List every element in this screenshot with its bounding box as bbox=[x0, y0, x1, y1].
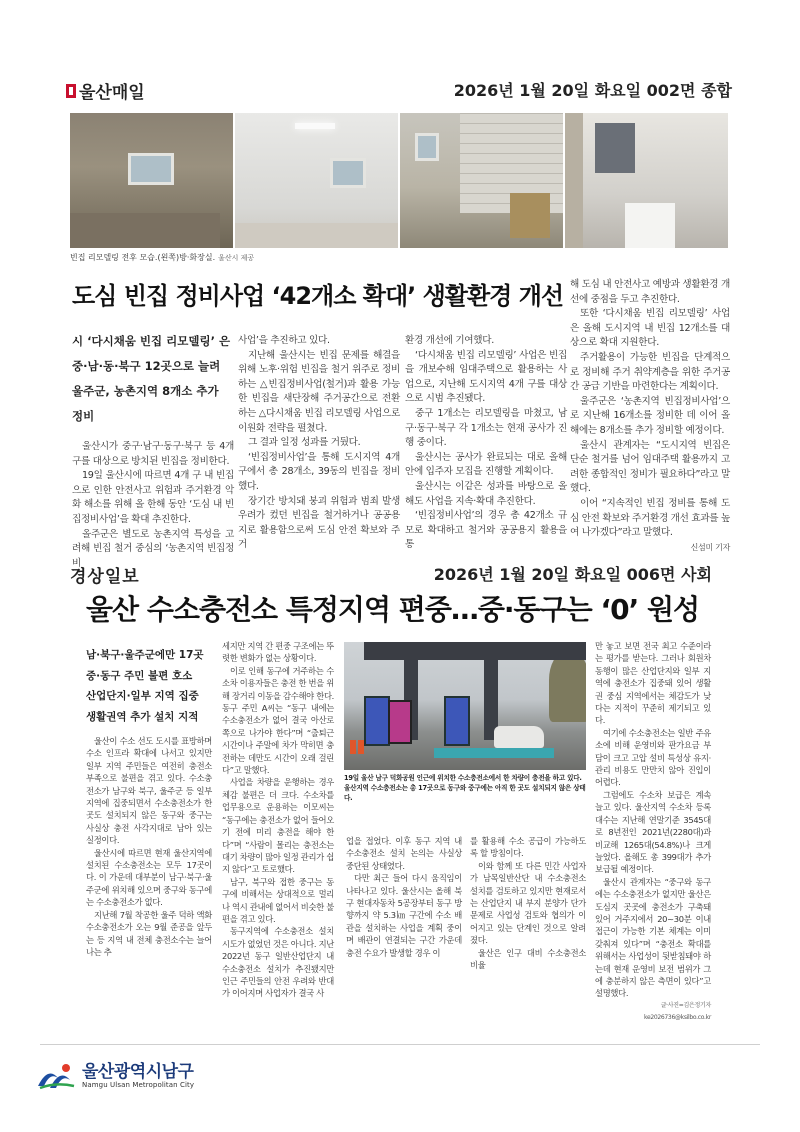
paragraph: 주거활용이 가능한 빈집을 단계적으로 정비해 주거 취약계층을 위한 주거공간 공급 기반을 마련한다는 계획이다. bbox=[570, 351, 730, 393]
namgu-emblem-icon bbox=[36, 1060, 76, 1092]
paragraph: 를 활용해 수소 공급이 가능하도록 할 방침이다. bbox=[470, 836, 586, 859]
paragraph: 업을 접었다. 이후 동구 지역 내 수소충전소 설치 논의는 사실상 중단된 상태였다. bbox=[346, 836, 462, 871]
paragraph: 해 도심 내 안전사고 예방과 생활환경 개선에 중점을 두고 추진한다. bbox=[570, 279, 730, 305]
after-room-photo bbox=[235, 113, 398, 248]
subheadline: 중·남·동·북구 12곳으로 늘려 bbox=[72, 359, 221, 373]
paragraph: 사업을 차량을 운행하는 경우 체감 불편은 더 크다. 수소차를 업무용으로 운용하는 이모씨는 “동구에는 충전소가 없어 들어오기 전에 미리 충전을 해야 한다”며 “사람이 몰리는 충전소는 대기 차량이 많아 일정 관리가 쉽지 않다”고 토로했다. bbox=[222, 777, 334, 875]
publication-name: 울산매일 bbox=[79, 83, 145, 103]
paragraph: 만 놓고 보면 전국 최고 수준이라는 평가를 받는다. 그러나 회원차 동행이 많은 산업단지와 일부 지역에 충전소가 집중돼 있어 생활권 중심 지역에서는 체감도가 낮다는 지적이 꾸준히 제기되고 있다. bbox=[595, 641, 711, 726]
footer-org-name: 울산광역시남구 bbox=[82, 1062, 194, 1082]
article1-photo-caption bbox=[70, 252, 254, 263]
paragraph: 울산시 관계자는 “도시지역 빈집은 단순 철거를 넘어 임대주택 활용까지 고려한 종합적인 정비가 필요하다”라고 말했다. bbox=[570, 439, 730, 495]
article1-column-3 bbox=[405, 334, 567, 553]
paragraph: 그럼에도 수소차 보급은 계속 늘고 있다. 울산지역 수소차 등록 대수는 지난해 연말기준 3545대로 8년전인 2021년(2280대)과 비교해 1265대(54.8%)나 크게 늘었다. 올해도 총 399대가 추가 보급될 예정이다. bbox=[595, 789, 711, 875]
after-bathroom-photo bbox=[565, 113, 728, 248]
before-room-photo bbox=[70, 113, 233, 248]
paragraph: 올주군은 별도로 농촌지역 특성을 고려해 빈집 철거 중심의 ‘농촌지역 빈집정비 bbox=[72, 528, 234, 569]
subheadline: 울주군, 농촌지역 8개소 추가 정비 bbox=[72, 384, 219, 423]
paragraph: ‘다시채움 빈집 리모델링’ 사업은 빈집을 개보수해 임대주택으로 활용하는 사업으로, 지난해 도시지역 4개 구를 대상으로 시범 추진됐다. bbox=[405, 349, 567, 405]
paragraph: 울산시에 따르면 현재 울산지역에 설치된 수소충전소는 모두 17곳이다. 이 가운데 대부분이 남구·북구·울주군에 위치해 있으며 중구와 동구에는 수소충전소가 없다. bbox=[86, 847, 212, 908]
article1-headline: 도심 빈집 정비사업 ‘42개소 확대’ 생활환경 개선 bbox=[72, 282, 564, 310]
subheadline: 생활권역 추가 설치 지적 bbox=[86, 710, 199, 723]
paragraph: 남구, 북구와 접한 중구는 동구에 비해서는 상대적으로 멀리나 역시 관내에 없어서 비슷한 불편을 겪고 있다. bbox=[222, 876, 334, 924]
subheadline: 시 ‘다시채움 빈집 리모델링’ 은 bbox=[72, 334, 231, 348]
subheadline: 중·동구 주민 불편 호소 bbox=[86, 669, 193, 682]
paragraph: 이어 “지속적인 빈집 정비를 통해 도심 안전 확보와 주거환경 개선 효과를 높여 나가겠다”라고 말했다. bbox=[570, 497, 730, 539]
paragraph: 울산시가 중구·남구·동구·북구 등 4개 구를 대상으로 방치된 빈집을 정비한다. bbox=[72, 441, 234, 467]
paragraph: 이와 함께 또 다른 민간 사업자가 남목일반산단 내 수소충전소 설치를 검토하고 있지만 현재로서는 산업단지 내 부지 분양가 단가 문제로 사업성 검토와 협의가 이어지고 있는 단계인 것으로 알려졌다. bbox=[470, 860, 586, 946]
article1-photo-strip bbox=[70, 113, 728, 248]
article2-headline: 울산 수소충전소 특정지역 편중…중·동구는 ‘0’ 원성 bbox=[86, 593, 700, 626]
article2-column-5 bbox=[595, 640, 711, 1025]
before-bathroom-photo bbox=[400, 113, 563, 248]
paragraph: ‘빈집정비사업’을 통해 도시지역 4개 구에서 총 28개소, 39동의 빈집을 정비했다. bbox=[238, 451, 400, 492]
photo-credit: 울산시 제공 bbox=[218, 254, 255, 262]
ulsanmaeil-logo-icon bbox=[66, 84, 76, 98]
article1-date-line: 2026년 1월 20일 화요일 002면 종합 bbox=[453, 81, 732, 100]
article2-column-4 bbox=[470, 835, 586, 971]
paragraph: 중구 1개소는 리모델링을 마쳤고, 남구·동구·북구 각 1개소는 현재 공사가 진행 중이다. bbox=[405, 407, 567, 449]
publication-name-gyeongsang: 경상일보 bbox=[70, 567, 140, 587]
footer-org-english: Namgu Ulsan Metropolitan City bbox=[82, 1081, 195, 1089]
paragraph: 또한 ‘다시채움 빈집 리모델링’ 사업은 올해 도시지역 내 빈집 12개소를 대상으로 확대 지원한다. bbox=[570, 308, 730, 349]
paragraph: 울산시 관계자는 “중구와 동구에는 수소충전소가 없지만 울산은 도심지 곳곳에 충전소가 구축돼 있어 거주지에서 20~30분 이내 접근이 가능한 기본 체계는 이미 갖춰져 있다”며 “충전소 확대를 위해서는 사업성이 뒷받침돼야 하는데 현재 운영비 보전 범위가 그에 충분하지 않은 측면이 있다”고 설명했다. bbox=[595, 876, 711, 999]
article1-column-1 bbox=[72, 440, 234, 571]
hydrogen-station-photo bbox=[344, 642, 586, 770]
paragraph: 울산이 수소 선도 도시를 표방하며 수소 인프라 확대에 나서고 있지만 일부 지역 주민들은 여전히 충전소 부족으로 불편을 겪고 있다. 수소충전소가 남구와 북구, 울주군 등 일부 지역에 집중되면서 수소충전소가 한 곳도 설치되지 않은 동구와 중구는 사실상 충전 사각지대로 남아 있는 실정이다. bbox=[86, 736, 212, 846]
paragraph: 장기간 방치돼 붕괴 위험과 범죄 발생 우려가 컸던 빈집을 철거하거나 공공용지로 활용함으로써 도심 안전 확보와 주거 bbox=[238, 495, 400, 551]
article2-date-line: 2026년 1월 20일 화요일 006면 사회 bbox=[433, 565, 712, 584]
subheadline: 남·북구·울주군에만 17곳 bbox=[86, 649, 204, 661]
article2-column-3 bbox=[346, 835, 462, 959]
paragraph: 이로 인해 동구에 거주하는 수소차 이용자들은 충전 한 번을 위해 장거리 이동을 감수해야 한다. 동구 주민 A씨는 “동구 내에는 수소충전소가 없어 결국 아산로 쪽으로 나가야 한다”며 “출퇴근 시간이나 주말에 차가 막히면 충전하는 데만도 시간이 오래 걸린다”고 말했다. bbox=[222, 665, 334, 776]
paragraph: 세지만 지역 간 편중 구조에는 뚜렷한 변화가 없는 상황이다. bbox=[222, 641, 334, 664]
article2-photo-caption: 19일 울산 남구 덕화공원 인근에 위치한 수소충전소에서 한 차량이 충전을 하고 있다. 울산지역 수소충전소는 총 17곳으로 동구와 중구에는 아직 한 곳도 설치되지 않은 상태다. bbox=[344, 774, 586, 802]
paragraph: 울주군은 ‘농촌지역 빈집정비사업’으로 지난해 16개소를 정비한 데 이어 올해에는 8개소를 추가 정비할 예정이다. bbox=[570, 395, 730, 436]
article2-column-1 bbox=[86, 735, 212, 958]
article2-reporter-email: 글·사진=김은정기자 ke2026736@ksilbo.co.kr bbox=[643, 1001, 711, 1022]
article2-subheadlines bbox=[86, 645, 216, 727]
paragraph: 그 결과 일정 성과를 거뒀다. bbox=[248, 437, 361, 449]
paragraph: 지난해 7월 착공한 울주 덕하 액화수소충전소가 오는 9월 준공을 앞두는 등 지역 내 전체 충전소수는 늘어나는 추 bbox=[86, 909, 212, 957]
paragraph: ‘빈집정비사업’의 경우 총 42개소 규모로 확대하고 철거와 공공용지 활용을 통 bbox=[405, 510, 567, 551]
article1-byline: 신섬미 기자 bbox=[690, 542, 730, 552]
paragraph: 울산은 인구 대비 수소충전소 비율 bbox=[470, 947, 586, 971]
paragraph: 울산시는 공사가 완료되는 대로 올해 안에 입주자 모집을 진행할 계획이다. bbox=[405, 451, 567, 478]
footer-divider bbox=[40, 1044, 760, 1045]
photo-caption-text: 빈집 리모델링 전후 모습.(왼쪽)방·화장실. bbox=[70, 253, 216, 262]
paragraph: 19일 울산시에 따르면 4개 구 내 빈집으로 인한 안전사고 위험과 주거환경 악화 해소를 위해 올 한해 동안 ‘도심 내 빈집정비사업’을 확대 추진한다. bbox=[72, 470, 234, 525]
paragraph: 동구지역에 수소충전소 설치 시도가 없었던 것은 아니다. 지난 2022년 동구 일반산업단지 내 수소충전소 설치가 추진됐지만 인근 주민들의 안전 우려와 반대가 이어지며 사업자가 결국 사 bbox=[222, 926, 334, 999]
paragraph: 환경 개선에 기여했다. bbox=[405, 335, 494, 346]
paragraph: 사업’을 추진하고 있다. bbox=[238, 335, 330, 346]
article2-column-2 bbox=[222, 640, 334, 1000]
paragraph: 울산시는 이같은 성과를 바탕으로 올해도 사업을 지속·확대 추진한다. bbox=[405, 480, 567, 507]
paragraph: 여기에 수소충전소는 일반 주유소에 비해 운영비와 판가요금 부담이 크고 고압 설비 특성상 유지·관리 비용도 만만치 않아 진입이 어렵다. bbox=[595, 727, 711, 788]
namgu-footer-logo bbox=[36, 1060, 194, 1092]
publication-logo-ulsanmaeil bbox=[66, 78, 145, 103]
article1-column-2 bbox=[238, 334, 400, 553]
paragraph: 지난해 울산시는 빈집 문제를 해결을 위해 노후·위험 빈집을 철거 위주로 정비하는 △빈집정비사업(철거)과 활용 가능한 빈집을 새단장해 주거공간으로 전환하는 △다시채움 빈집 리모델링 사업으로 이원화 전략을 펼쳤다. bbox=[238, 349, 400, 434]
subheadline: 산업단지·일부 지역 집중 bbox=[86, 690, 199, 702]
paragraph: 다만 최근 들어 다시 움직임이 나타나고 있다. 울산시는 올해 북구 현대자동차 5공장부터 동구 방향까지 약 5.3㎞ 구간에 수소 배관을 설치하는 사업을 계획 중이며 배관이 연결되는 구간 가운데 충전 수요가 발생할 경우 이 bbox=[346, 873, 462, 958]
article1-column-4 bbox=[570, 278, 730, 555]
article1-subheadlines bbox=[72, 329, 232, 429]
